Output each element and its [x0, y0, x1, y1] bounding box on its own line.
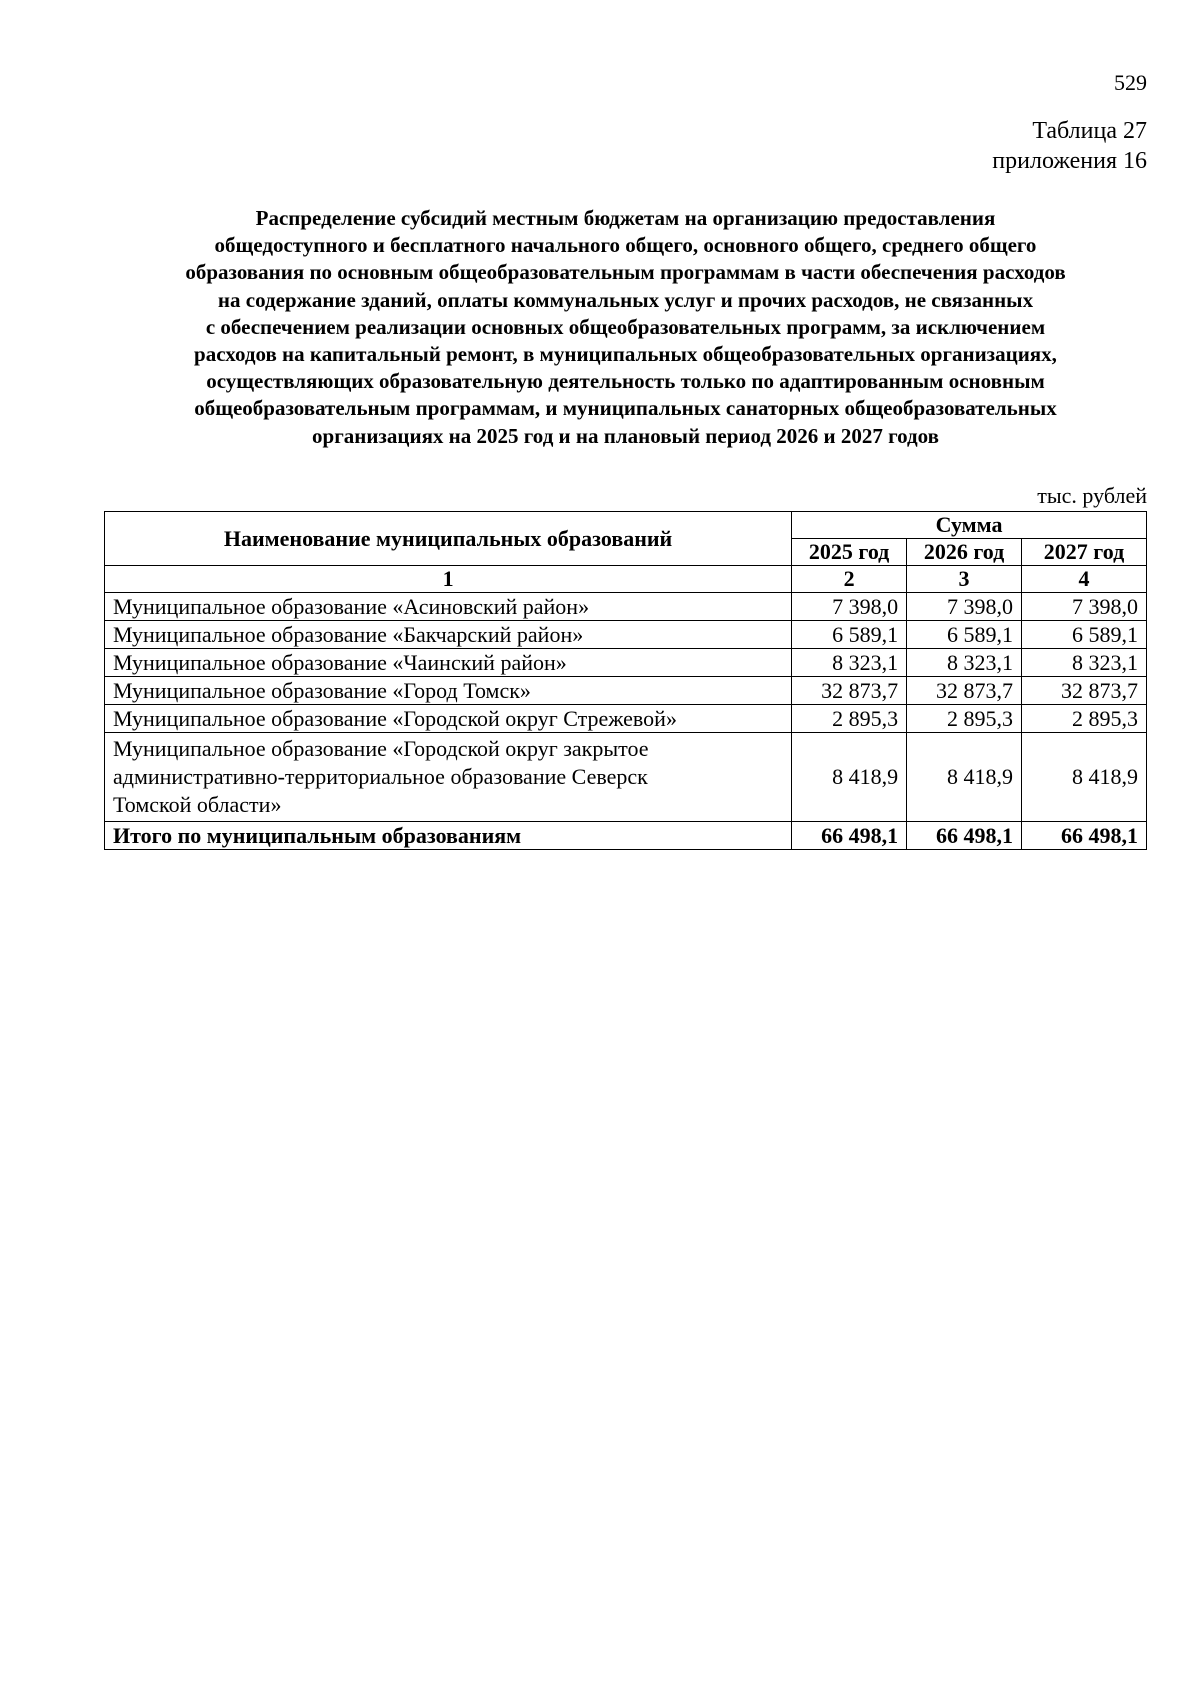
- column-index: 2: [792, 566, 907, 593]
- row-value-2025: 2 895,3: [792, 705, 907, 733]
- row-value-2026: 8 323,1: [907, 649, 1022, 677]
- column-index: 1: [105, 566, 792, 593]
- total-value-2025: 66 498,1: [792, 822, 907, 850]
- row-value-2025: 32 873,7: [792, 677, 907, 705]
- header-year-2025: 2025 год: [792, 539, 907, 566]
- total-value-2026: 66 498,1: [907, 822, 1022, 850]
- row-value-2026: 32 873,7: [907, 677, 1022, 705]
- page-number: 529: [1114, 70, 1147, 95]
- table-row: [105, 649, 1147, 677]
- header-name: Наименование муниципальных образований: [105, 512, 792, 566]
- units-label: тыс. рублей: [1037, 483, 1147, 508]
- table-reference-line-2: приложения 16: [992, 148, 1147, 174]
- row-value-2027: 6 589,1: [1022, 621, 1147, 649]
- row-name: [105, 733, 792, 822]
- subsidy-table: [104, 511, 1147, 850]
- title-line: с обеспечением реализации основных общеобразовательных программ, за исключением: [205, 314, 1046, 339]
- row-value-2025: 8 418,9: [792, 733, 907, 822]
- header-year-2026: 2026 год: [907, 539, 1022, 566]
- row-value-2027: 8 418,9: [1022, 733, 1147, 822]
- row-value-2027: 32 873,7: [1022, 677, 1147, 705]
- row-value-2026: 2 895,3: [907, 705, 1022, 733]
- table-row: [105, 705, 1147, 733]
- row-value-2027: 7 398,0: [1022, 593, 1147, 621]
- title-line: организациях на 2025 год и на плановый период 2026 и 2027 годов: [312, 423, 939, 448]
- row-name: Муниципальное образование «Чаинский район»: [105, 649, 792, 677]
- header-year-2027: 2027 год: [1022, 539, 1147, 566]
- row-value-2026: 6 589,1: [907, 621, 1022, 649]
- title-line: общеобразовательным программам, и муниципальных санаторных общеобразовательных: [194, 396, 1057, 421]
- table-row: [105, 733, 1147, 822]
- title-line: расходов на капитальный ремонт, в муниципальных общеобразовательных организациях,: [194, 342, 1057, 367]
- row-name: Муниципальное образование «Асиновский район»: [105, 593, 792, 621]
- table-reference-line-1: Таблица 27: [1032, 118, 1147, 144]
- total-value-2027: 66 498,1: [1022, 822, 1147, 850]
- title-line: Распределение субсидий местным бюджетам на организацию предоставления: [255, 206, 996, 230]
- title-line: образования по основным общеобразовательным программам в части обеспечения расходов: [185, 260, 1066, 285]
- title-line: на содержание зданий, оплаты коммунальных услуг и прочих расходов, не связанных: [217, 287, 1034, 312]
- row-value-2025: 8 323,1: [792, 649, 907, 677]
- table-row: [105, 677, 1147, 705]
- table-reference: [992, 116, 1147, 176]
- total-name: Итого по муниципальным образованиям: [105, 822, 792, 850]
- header-sum: Сумма: [792, 512, 1147, 539]
- column-index: 3: [907, 566, 1022, 593]
- table-row: [105, 621, 1147, 649]
- row-value-2027: 2 895,3: [1022, 705, 1147, 733]
- title-line: осуществляющих образовательную деятельность только по адаптированным основным: [206, 369, 1045, 394]
- row-value-2027: 8 323,1: [1022, 649, 1147, 677]
- title-line: общедоступного и бесплатного начального общего, основного общего, среднего общего: [214, 233, 1037, 258]
- row-name-line: административно-территориальное образование Северск: [113, 764, 648, 789]
- document-title: [104, 205, 1147, 450]
- row-value-2025: 6 589,1: [792, 621, 907, 649]
- row-value-2026: 8 418,9: [907, 733, 1022, 822]
- row-name-line: Томской области»: [113, 792, 282, 817]
- row-name: Муниципальное образование «Бакчарский район»: [105, 621, 792, 649]
- table-total-row: [105, 822, 1147, 850]
- table-header-row: [105, 512, 1147, 539]
- row-name: Муниципальное образование «Город Томск»: [105, 677, 792, 705]
- table-row: [105, 593, 1147, 621]
- row-value-2026: 7 398,0: [907, 593, 1022, 621]
- row-name: Муниципальное образование «Городской округ Стрежевой»: [105, 705, 792, 733]
- row-name-line: Муниципальное образование «Городской округ закрытое: [113, 736, 649, 761]
- column-index-row: [105, 566, 1147, 593]
- column-index: 4: [1022, 566, 1147, 593]
- row-value-2025: 7 398,0: [792, 593, 907, 621]
